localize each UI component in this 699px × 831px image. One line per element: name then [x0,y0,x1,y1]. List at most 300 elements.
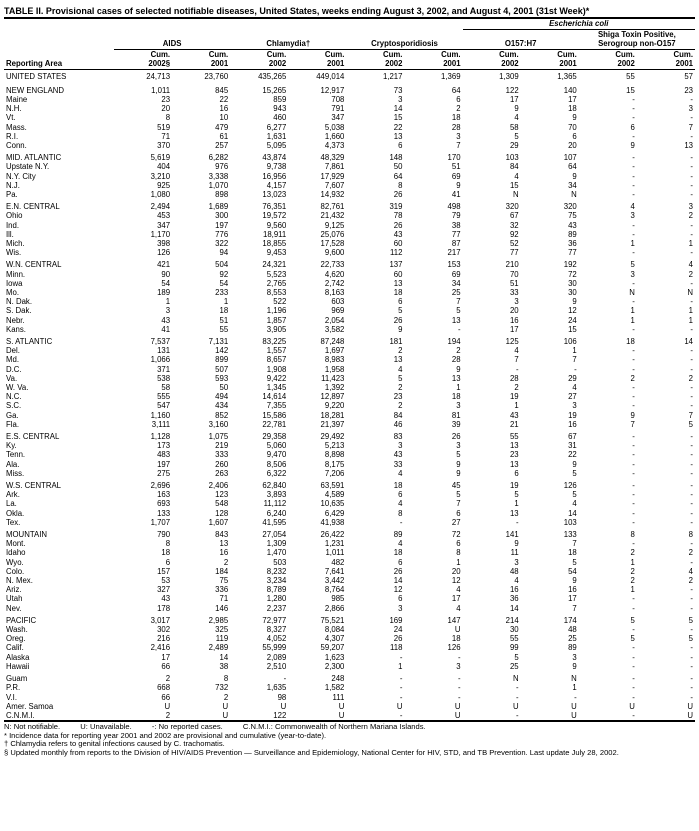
value-cell: 18 [393,481,403,491]
value-cell: - [632,508,635,518]
col-year: 2001 [443,59,461,68]
value-cell: U [222,710,229,720]
value-cell: 1,196 [266,306,287,316]
value-cell: 6 [572,131,577,141]
reporting-area-cell: PACIFIC [6,615,37,625]
value-cell: 17,929 [320,171,345,181]
value-cell: 62,840 [262,481,287,491]
table-row [4,113,695,122]
value-cell: 16 [509,315,519,325]
value-cell: 3 [630,269,635,279]
value-cell: 9 [572,576,577,586]
value-cell: N [571,674,577,684]
value-cell: - [283,674,287,684]
value-cell: 13 [451,373,461,383]
value-cell: 30 [509,625,519,635]
value-cell: 2,416 [150,643,171,653]
value-cell: 3,210 [150,171,171,181]
table-row [4,683,695,692]
value-cell: 14 [568,508,577,518]
value-cell: 122 [505,85,519,95]
value-cell: - [632,603,635,613]
table-row [4,69,695,83]
value-cell: 140 [563,85,577,95]
value-cell: 6,429 [324,508,345,518]
value-cell: 4 [398,468,403,478]
value-cell: 48 [568,625,577,635]
value-cell: 5 [514,490,519,500]
value-cell: 28 [451,355,461,365]
value-cell: 3,234 [266,576,287,586]
value-cell: 21,432 [320,211,345,221]
value-cell: 248 [331,674,345,684]
value-cell: 17 [161,652,171,662]
value-cell: 4 [688,260,693,270]
reporting-area-cell: Okla. [6,508,25,518]
col-cum: Cum. [208,49,229,59]
table-row [4,306,695,315]
value-cell: 9 [456,364,461,374]
value-cell: 20 [161,104,171,114]
value-cell: 13 [509,459,519,469]
value-cell: 327 [157,585,171,595]
value-cell: 2,237 [266,603,287,613]
value-cell: 184 [215,566,229,576]
value-cell: 26 [393,189,403,199]
value-cell: 41,938 [320,517,345,527]
table-row [4,527,695,539]
reporting-area-cell: N. Mex. [6,576,33,586]
value-cell: 7 [456,499,461,509]
table-row [4,450,695,459]
table-row [4,671,695,683]
value-cell: 23 [393,392,403,402]
value-cell: 36 [509,594,519,604]
reporting-area-cell: Hawaii [6,661,30,671]
value-cell: 5 [630,634,635,644]
value-cell: 23 [161,94,171,104]
value-cell: 72,977 [262,615,287,625]
value-cell: 18,911 [263,229,287,239]
value-cell: 708 [331,94,345,104]
value-cell: 1 [398,661,403,671]
reporting-area-cell: Utah [6,594,23,604]
reporting-area-cell: Iowa [6,278,23,288]
reporting-area-cell: W. Va. [6,383,29,392]
value-cell: 4 [456,585,461,595]
table-row [4,634,695,643]
value-cell: 9 [572,661,577,671]
crypto-header: Cryptosporidiosis [346,29,462,49]
reporting-area-cell: Pa. [6,189,18,199]
value-cell: 26 [393,315,403,325]
value-cell: - [457,324,461,334]
value-cell: - [632,594,635,604]
value-cell: - [690,585,693,595]
value-cell: - [690,324,693,334]
value-cell: 494 [215,392,229,402]
value-cell: 1,011 [325,548,345,558]
value-cell: 7 [456,140,461,150]
reporting-area-cell: Vt. [6,113,16,123]
value-cell: - [690,490,693,500]
value-cell: 13 [393,355,403,365]
table-body [4,69,695,720]
value-cell: 1,857 [266,315,287,325]
value-cell: - [632,459,635,469]
value-cell: 25,076 [320,229,345,239]
value-cell: 5,619 [150,153,171,163]
value-cell: - [632,450,635,460]
value-cell: 26 [451,432,461,442]
value-cell: 7 [514,355,519,365]
value-cell: 43 [393,450,403,460]
value-cell: 43 [509,410,519,420]
value-cell: 8,175 [324,459,345,469]
value-cell: 16,956 [262,171,287,181]
value-cell: 5,060 [266,441,287,451]
value-cell: 6,277 [266,122,287,132]
reporting-area-cell: Conn. [6,140,27,150]
value-cell: - [632,432,635,442]
value-cell: 9,453 [266,248,287,258]
value-cell: 111 [332,692,345,702]
value-cell: 1,369 [441,71,461,81]
value-cell: - [690,220,693,230]
value-cell: 18 [161,548,171,558]
value-cell: - [690,297,693,307]
value-cell: 6 [456,94,461,104]
value-cell: 482 [331,557,345,567]
reporting-area-cell: Colo. [6,566,25,576]
value-cell: - [690,459,693,469]
value-cell: 169 [389,615,403,625]
value-cell: - [516,710,519,720]
value-cell: 7 [688,122,693,132]
value-cell: 87 [451,238,461,248]
value-cell: 77 [509,248,519,258]
value-cell: 1,623 [324,652,345,662]
value-cell: 1 [630,238,635,248]
value-cell: 41,595 [262,517,287,527]
value-cell: 27,054 [262,530,287,540]
value-cell: 89 [393,530,403,540]
col-year: 2002 [385,59,403,68]
value-cell: 16 [568,419,577,429]
value-cell: 28 [509,373,519,383]
abbrev-dash: -: No reported cases. [151,722,223,732]
value-cell: 9 [572,459,577,469]
table-row [4,548,695,557]
value-cell: 12 [451,576,461,586]
value-cell: 32 [509,220,519,230]
value-cell: 2 [688,269,693,279]
value-cell: - [516,364,519,374]
value-cell: 260 [215,459,229,469]
value-cell: 118 [390,643,403,653]
value-cell: 6 [398,140,403,150]
value-cell: 73 [393,85,403,95]
value-cell: 23 [684,85,693,95]
value-cell: 83 [393,432,403,442]
value-cell: - [690,131,693,141]
value-cell: 76,351 [262,202,287,212]
value-cell: 5 [514,652,519,662]
value-cell: - [690,450,693,460]
value-cell: 50 [393,162,403,172]
value-cell: - [516,517,519,527]
value-cell: 347 [157,220,171,230]
value-cell: 22,781 [262,419,287,429]
value-cell: 25 [451,287,461,297]
value-cell: 898 [215,189,229,199]
value-cell: 5 [398,306,403,316]
value-cell: 693 [157,499,171,509]
reporting-area-cell: Nev. [6,603,22,613]
value-cell: 2 [165,710,171,720]
value-cell: - [632,171,635,181]
value-cell: 13 [393,131,403,141]
value-cell: 8,898 [324,450,345,460]
value-cell: 845 [215,85,229,95]
value-cell: 71 [219,594,229,604]
value-cell: 1,231 [324,539,345,549]
value-cell: 453 [157,211,171,221]
value-cell: 2,765 [266,278,287,288]
table-row [4,83,695,95]
value-cell: 6 [630,122,635,132]
value-cell: 137 [389,260,403,270]
value-cell: N [629,287,635,297]
value-cell: 78 [393,211,403,221]
value-cell: 4 [514,576,519,586]
value-cell: 19 [509,392,519,402]
value-cell: 18 [451,634,461,644]
value-cell: 3 [398,94,403,104]
abbrev-u: U: Unavailable. [80,722,132,732]
value-cell: 3,582 [324,324,345,334]
value-cell: - [690,683,693,693]
table-row [4,613,695,625]
value-cell: 17 [451,594,461,604]
col-cum: Cum. [150,49,171,59]
value-cell: N [513,189,519,199]
value-cell: 3,160 [208,419,229,429]
value-cell: 23,760 [204,71,229,81]
value-cell: 1,309 [266,539,287,549]
value-cell: 20 [509,306,519,316]
value-cell: 2,406 [208,481,229,491]
reporting-area-cell: Md. [6,355,19,365]
shiga-header: Shiga Toxin Positive, Serogroup non-O157 [579,29,695,49]
value-cell: 8,983 [324,355,345,365]
reporting-area-cell: Maine [6,94,28,104]
table-row [4,199,695,211]
value-cell: 3 [398,603,403,613]
value-cell: - [574,364,577,374]
value-cell: U [513,701,519,711]
value-cell: 1,070 [208,180,229,190]
value-cell: - [632,499,635,509]
reporting-area-cell: V.I. [6,692,17,702]
reporting-area-header: Reporting Area [6,59,63,68]
value-cell: - [690,162,693,172]
reporting-area-cell: S.C. [6,401,22,411]
value-cell: 2 [630,373,635,383]
value-cell: U [571,710,577,720]
reporting-area-cell: La. [6,499,17,509]
value-cell: 131 [157,346,171,356]
value-cell: 3,111 [151,419,171,429]
value-cell: 6 [398,557,403,567]
value-cell: - [690,153,693,163]
value-cell: - [690,652,693,662]
value-cell: 1 [688,306,693,316]
table-row [4,355,695,364]
value-cell: - [632,162,635,172]
value-cell: 9,125 [324,220,345,230]
table-row [4,123,695,132]
value-cell: 29 [568,373,577,383]
value-cell: 66 [161,661,171,671]
value-cell: - [690,661,693,671]
reporting-area-cell: Ohio [6,211,23,221]
reporting-area-cell: N. Dak. [6,297,32,307]
value-cell: 66 [161,692,171,702]
value-cell: 2 [223,692,229,702]
value-cell: - [399,517,403,527]
value-cell: 1,697 [324,346,345,356]
aids-header: AIDS [114,29,230,49]
table-row [4,604,695,613]
chlamydia-header: Chlamydia† [230,29,346,49]
value-cell: - [632,131,635,141]
table-row [4,420,695,429]
value-cell: 8,232 [266,566,287,576]
value-cell: 603 [331,297,345,307]
value-cell: 483 [157,450,171,460]
value-cell: 45 [451,481,461,491]
value-cell: 89 [568,643,577,653]
value-cell: - [690,508,693,518]
value-cell: 9 [572,171,577,181]
value-cell: 434 [215,401,229,411]
value-cell: 67 [509,211,519,221]
value-cell: 347 [331,113,345,123]
value-cell: 20 [568,140,577,150]
value-cell: 333 [215,450,229,460]
value-cell: - [632,441,635,451]
value-cell: 498 [447,202,461,212]
value-cell: 133 [563,530,577,540]
col-cum: Cum. [673,49,693,59]
value-cell: N [513,674,519,684]
value-cell: 43,874 [262,153,287,163]
value-cell: - [690,401,693,411]
value-cell: 2 [630,548,635,558]
value-cell: 275 [157,468,171,478]
value-cell: 9,220 [324,401,345,411]
value-cell: 6 [456,508,461,518]
value-cell: 1,707 [150,517,171,527]
value-cell: 23 [509,450,519,460]
value-cell: - [632,692,635,702]
value-cell: 146 [215,603,229,613]
value-cell: U [629,701,635,711]
table-row [4,411,695,420]
value-cell: 142 [215,346,229,356]
reporting-area-cell: C.N.M.I. [6,710,35,720]
col-cum: Cum. [441,49,461,59]
value-cell: 22 [219,94,229,104]
value-cell: 2 [688,576,693,586]
reporting-area-cell: Tenn. [6,450,26,460]
reporting-area-cell: N.C. [6,392,22,402]
value-cell: 89 [568,229,577,239]
col-year: 2001 [559,59,577,68]
value-cell: 12 [568,306,577,316]
value-cell: 55 [509,634,519,644]
value-cell: 8,084 [324,625,345,635]
reporting-area-cell: Ala. [6,459,20,469]
value-cell: 7,641 [324,566,345,576]
value-cell: 197 [157,459,171,469]
value-cell: 29 [509,140,519,150]
value-cell: - [632,189,635,199]
reporting-area-cell: UNITED STATES [6,71,67,81]
reporting-area-cell: Ind. [6,220,20,230]
value-cell: 21,397 [320,419,345,429]
value-cell: U [454,701,461,711]
value-cell: 1 [514,401,519,411]
reporting-area-cell: Va. [6,373,18,383]
value-cell: 504 [215,260,229,270]
value-cell: 54 [568,566,577,576]
value-cell: 3 [688,202,693,212]
value-cell: 22,733 [320,260,345,270]
reporting-area-cell: P.R. [6,683,21,693]
value-cell: 147 [447,615,461,625]
value-cell: - [690,171,693,181]
reporting-area-cell: D.C. [6,364,22,374]
value-cell: - [399,710,403,720]
value-cell: 320 [563,202,577,212]
value-cell: - [690,383,693,392]
table-row [4,248,695,257]
value-cell: 126 [157,248,171,258]
value-cell: 5,213 [324,441,345,451]
value-cell: 19 [509,481,519,491]
value-cell: 8,553 [266,287,287,297]
table-row [4,141,695,150]
value-cell: 194 [447,336,461,346]
value-cell: - [457,674,461,684]
value-cell: 18,281 [320,410,345,420]
value-cell: 119 [215,634,229,644]
value-cell: 5 [688,634,693,644]
value-cell: 51 [219,315,229,325]
value-cell: 43 [393,229,403,239]
value-cell: 7 [688,410,693,420]
table-row [4,172,695,181]
value-cell: 263 [215,468,229,478]
value-cell: 8 [688,530,693,540]
value-cell: 2,300 [324,661,345,671]
value-cell: 3,017 [150,615,171,625]
value-cell: 1,392 [324,383,345,392]
value-cell: - [632,517,635,527]
value-cell: - [690,539,693,549]
